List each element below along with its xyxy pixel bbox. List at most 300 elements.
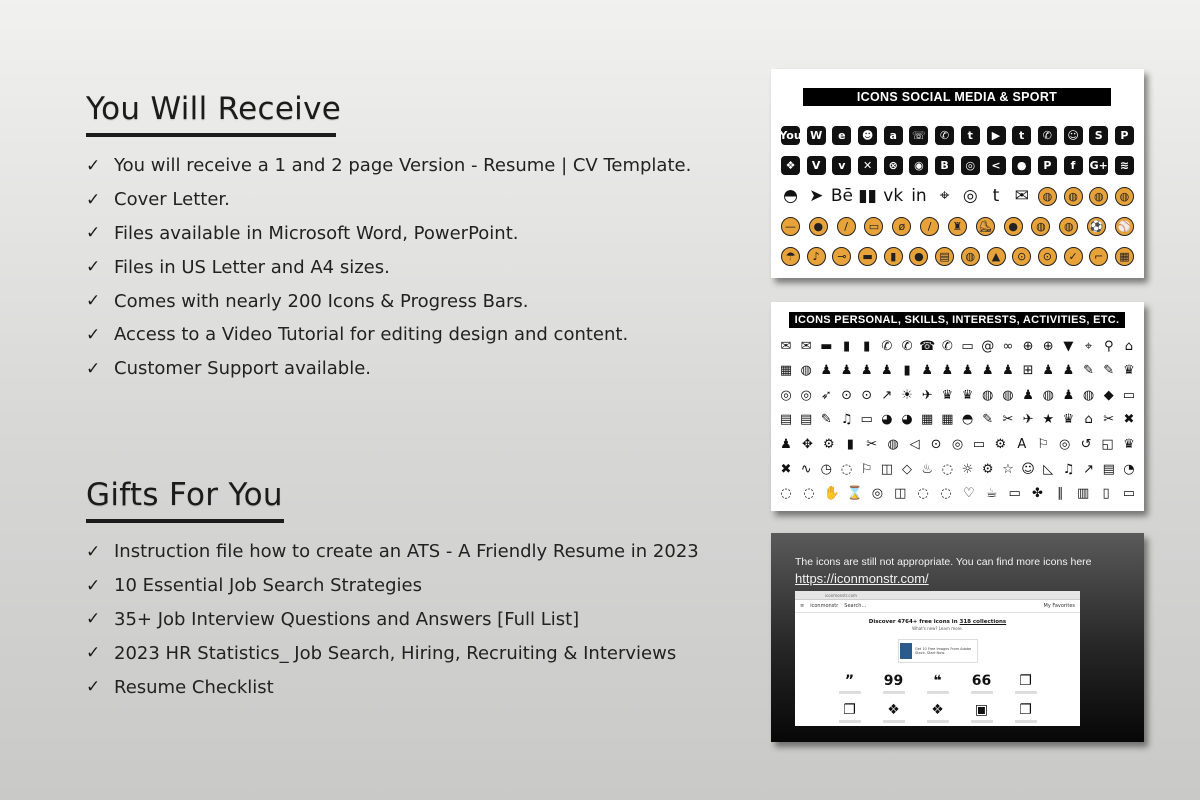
- skill-icon: ✂: [866, 437, 878, 453]
- skill-icon: ◍: [1082, 387, 1095, 403]
- skill-icon: ◕: [901, 412, 913, 428]
- social-sport-icon: ⌐: [1089, 247, 1108, 266]
- receive-item: [86, 183, 691, 217]
- social-sport-icon: B: [935, 156, 954, 175]
- skill-icon: ♛: [1123, 437, 1135, 453]
- skill-icon: ⌂: [1084, 412, 1093, 428]
- site-icon-glyph: ❐: [1019, 702, 1032, 718]
- skill-icon: ⚲: [1103, 338, 1114, 354]
- skill-icon: ▤: [1102, 461, 1115, 477]
- skill-icon: ♟: [1002, 363, 1014, 379]
- social-sport-icon: a: [884, 126, 903, 145]
- site-icon-glyph: ❝: [933, 673, 942, 689]
- receive-list: [86, 149, 691, 386]
- social-sport-icon: ◍: [1115, 187, 1134, 206]
- social-sport-icon: ⊙: [1012, 247, 1031, 266]
- skill-icon: ⊙: [861, 387, 873, 403]
- skill-icon: ♟: [780, 437, 792, 453]
- skills-icons-card: [771, 302, 1144, 511]
- skills-card-title: ICONS PERSONAL, SKILLS, INTERESTS, ACTIVITIES, ETC.: [789, 312, 1125, 328]
- social-sport-icon: ➤: [809, 185, 824, 206]
- skills-icon-row: [779, 413, 1136, 427]
- receive-item-text: You will receive a 1 and 2 page Version - Resume | CV Template.: [114, 155, 692, 177]
- social-sport-icon: ▮▮: [858, 185, 877, 206]
- skill-icon: ◱: [1101, 437, 1114, 453]
- skill-icon: ◌: [941, 461, 954, 477]
- skill-icon: ◍: [887, 437, 899, 453]
- iconmonstr-card: [771, 533, 1144, 742]
- site-icon-caption: [1015, 720, 1037, 723]
- skill-icon: ▦: [941, 412, 954, 428]
- social-sport-icon: S: [1089, 126, 1108, 145]
- skill-icon: ♟: [1062, 387, 1075, 403]
- site-icon-caption: [927, 691, 949, 694]
- social-sport-icon: ▬: [858, 247, 877, 266]
- social-sport-icon: ▮: [884, 247, 903, 266]
- social-icon-row: [781, 126, 1134, 145]
- social-sport-icon: ▭: [864, 217, 883, 236]
- iconmonstr-note: The icons are still not appropriate. You can find more icons here: [795, 556, 1092, 568]
- checkmark-icon: ✓: [86, 223, 101, 244]
- gift-item-text: 35+ Job Interview Questions and Answers [Full List]: [114, 608, 580, 630]
- gifts-list: [86, 535, 699, 704]
- receive-title: You Will Receive: [86, 91, 342, 127]
- skill-icon: ◌: [840, 461, 853, 477]
- site-icon-glyph: ❐: [1019, 673, 1032, 689]
- social-icon-row: [781, 187, 1134, 206]
- social-card-title: ICONS SOCIAL MEDIA & SPORT: [803, 88, 1111, 106]
- receive-item-text: Files available in Microsoft Word, PowerPoint.: [114, 222, 519, 244]
- site-icon-glyph: ❐: [843, 702, 856, 718]
- skill-icon: ☕: [985, 486, 998, 502]
- browser-site-nav: [795, 600, 1080, 613]
- site-icon-caption: [839, 691, 861, 694]
- checkmark-icon: ✓: [86, 189, 101, 210]
- social-sport-icon: ♜: [948, 217, 967, 236]
- skill-icon: ▼: [1063, 338, 1074, 354]
- site-headline: [795, 619, 1080, 625]
- social-sport-icons-card: [771, 69, 1144, 278]
- receive-item-text: Comes with nearly 200 Icons & Progress Bars.: [114, 290, 529, 312]
- social-sport-icon: ●: [1012, 156, 1031, 175]
- social-sport-icon: ◍: [1031, 217, 1050, 236]
- site-icon-caption: [883, 720, 905, 723]
- site-icon-tile: [960, 702, 1004, 723]
- social-sport-icon: t: [961, 126, 980, 145]
- checkmark-icon: ✓: [86, 677, 101, 698]
- site-icon-caption: [883, 691, 905, 694]
- social-sport-icon: ▤: [935, 247, 954, 266]
- social-sport-icon: ●: [809, 217, 828, 236]
- receive-item: [86, 250, 691, 284]
- site-icon-caption: [971, 691, 993, 694]
- social-sport-icon: ☻: [858, 126, 877, 145]
- skill-icon: ☎: [919, 338, 936, 354]
- skill-icon: ✎: [1083, 363, 1095, 379]
- skill-icon: ▥: [1077, 486, 1090, 502]
- social-sport-icon: /: [920, 217, 939, 236]
- skill-icon: ◍: [800, 363, 812, 379]
- skill-icon: ▯: [1102, 486, 1110, 502]
- skill-icon: ◫: [880, 461, 893, 477]
- receive-item-text: Files in US Letter and A4 sizes.: [114, 256, 390, 278]
- social-sport-icon: G+: [1089, 156, 1108, 175]
- skill-icon: ✆: [941, 338, 953, 354]
- social-icon-row: [781, 156, 1134, 175]
- site-icon-glyph: 99: [883, 673, 904, 689]
- social-icon-grid: [781, 126, 1134, 266]
- site-subline: What's new? Learn more.: [912, 626, 963, 631]
- gifts-title: Gifts For You: [86, 477, 283, 513]
- skill-icon: ◁: [909, 437, 920, 453]
- skills-icon-row: [779, 388, 1136, 402]
- social-sport-icon: ☏: [909, 126, 928, 145]
- social-sport-icon: e: [832, 126, 851, 145]
- social-sport-icon: ⚾: [1115, 217, 1134, 236]
- receive-title-underline: [86, 133, 336, 137]
- browser-address-bar: [795, 591, 1080, 600]
- skill-icon: ◕: [881, 412, 893, 428]
- skill-icon: ⚙: [981, 461, 994, 477]
- site-icon-tile: [872, 673, 916, 694]
- skill-icon: ◍: [1002, 387, 1014, 403]
- social-sport-icon: P: [1038, 156, 1057, 175]
- skill-icon: ✂: [1002, 412, 1014, 428]
- skill-icon: ⊕: [1042, 338, 1054, 354]
- skill-icon: ♨: [921, 461, 934, 477]
- skill-icon: ☺: [1021, 461, 1035, 477]
- skill-icon: ▭: [1122, 486, 1136, 502]
- skill-icon: ⚐: [860, 461, 873, 477]
- receive-item-text: Cover Letter.: [114, 189, 230, 211]
- skill-icon: ✆: [901, 338, 913, 354]
- gift-item: [86, 603, 699, 637]
- site-ad: [898, 639, 978, 663]
- skill-icon: ✖: [780, 461, 792, 477]
- social-sport-icon: ●: [1004, 217, 1023, 236]
- receive-item: [86, 284, 691, 318]
- skill-icon: ♛: [1123, 363, 1135, 379]
- social-sport-icon: ◍: [1059, 217, 1078, 236]
- social-sport-icon: ⛸: [976, 217, 995, 236]
- social-sport-icon: ◍: [1038, 187, 1057, 206]
- skill-icon: ✎: [1103, 363, 1115, 379]
- skills-icon-row: [779, 438, 1136, 452]
- skill-icon: ♫: [1062, 461, 1075, 477]
- site-icon-tile: [916, 673, 960, 694]
- skill-icon: ▤: [800, 412, 813, 428]
- skill-icon: ∥: [1057, 486, 1064, 502]
- skills-icon-row: [779, 462, 1136, 476]
- gifts-title-underline: [86, 519, 284, 523]
- social-sport-icon: ▶: [987, 126, 1006, 145]
- site-icon-glyph: ”: [844, 673, 855, 689]
- checkmark-icon: ✓: [86, 358, 101, 379]
- social-sport-icon: ●: [909, 247, 928, 266]
- skill-icon: ♛: [961, 387, 974, 403]
- skill-icon: ◔: [1123, 461, 1135, 477]
- site-icon-grid: [828, 673, 1048, 723]
- skill-icon: ☀: [901, 387, 913, 403]
- skill-icon: ⚐: [1037, 437, 1050, 453]
- gift-item: [86, 569, 699, 603]
- skill-icon: ★: [1042, 412, 1055, 428]
- social-sport-icon: ø: [892, 217, 911, 236]
- gift-item-text: 2023 HR Statistics_ Job Search, Hiring, Recruiting & Interviews: [114, 642, 677, 664]
- skill-icon: ✂: [1103, 412, 1115, 428]
- skill-icon: ◫: [894, 486, 907, 502]
- skill-icon: @: [981, 338, 995, 354]
- social-sport-icon: Bē: [830, 185, 853, 206]
- receive-item: [86, 318, 691, 352]
- ad-thumbnail: [900, 643, 912, 659]
- social-sport-icon: ✕: [858, 156, 877, 175]
- site-icon-glyph: ▣: [974, 702, 989, 718]
- social-sport-icon: ≋: [1115, 156, 1134, 175]
- skill-icon: ▭: [1008, 486, 1021, 502]
- gift-item-text: Instruction file how to create an ATS - A Friendly Resume in 2023: [114, 541, 699, 563]
- skill-icon: ▭: [972, 437, 986, 453]
- site-icon-caption: [971, 720, 993, 723]
- gift-item: [86, 670, 699, 704]
- skill-icon: ✥: [801, 437, 813, 453]
- social-sport-icon: ✓: [1064, 247, 1083, 266]
- skill-icon: ◌: [940, 486, 952, 502]
- ad-text: Get 10 Free Images From Adobe Stock. Start Now.: [914, 647, 972, 655]
- social-sport-icon: t: [1012, 126, 1031, 145]
- site-icon-glyph: ❖: [887, 702, 900, 718]
- social-sport-icon: ◍: [1064, 187, 1083, 206]
- skill-icon: ⊙: [930, 437, 942, 453]
- skill-icon: ✈: [1022, 412, 1034, 428]
- skill-icon: ✆: [881, 338, 893, 354]
- skill-icon: A: [1017, 437, 1027, 453]
- skill-icon: ♟: [1022, 387, 1034, 403]
- receive-item-text: Access to a Video Tutorial for editing design and content.: [114, 324, 629, 346]
- social-sport-icon: ⊸: [832, 247, 851, 266]
- skill-icon: ▭: [860, 412, 873, 428]
- site-icon-tile: [960, 673, 1004, 694]
- checkmark-icon: ✓: [86, 257, 101, 278]
- site-icon-tile: [828, 673, 872, 694]
- skill-icon: ♟: [881, 363, 893, 379]
- browser-screenshot: [795, 591, 1080, 726]
- receive-item: [86, 217, 691, 251]
- skill-icon: ♫: [840, 412, 853, 428]
- social-sport-icon: f: [1064, 156, 1083, 175]
- social-sport-icon: ◓: [783, 185, 798, 206]
- skill-icon: ◌: [917, 486, 929, 502]
- skill-icon: ✉: [800, 338, 812, 354]
- site-icon-tile: [872, 702, 916, 723]
- site-icon-tile: [828, 702, 872, 723]
- social-sport-icon: ◉: [909, 156, 928, 175]
- skill-icon: ◎: [1059, 437, 1071, 453]
- receive-section: [86, 91, 691, 386]
- site-favorites: My Favorites: [1043, 603, 1075, 609]
- skill-icon: ⊕: [1022, 338, 1034, 354]
- skill-icon: ⌂: [1124, 338, 1134, 354]
- skill-icon: ♟: [860, 363, 873, 379]
- skill-icon: ♟: [921, 363, 934, 379]
- iconmonstr-link[interactable]: https://iconmonstr.com/: [795, 571, 929, 586]
- checkmark-icon: ✓: [86, 609, 101, 630]
- gifts-section: [86, 477, 699, 704]
- skill-icon: ▮: [846, 437, 854, 453]
- social-sport-icon: ⊗: [884, 156, 903, 175]
- skill-icon: ◎: [951, 437, 964, 453]
- social-sport-icon: You: [781, 126, 800, 145]
- social-sport-icon: ✉: [1014, 185, 1029, 206]
- skill-icon: ♟: [941, 363, 954, 379]
- skills-icon-grid: [779, 339, 1136, 501]
- social-icon-row: [781, 217, 1134, 236]
- skills-icon-row: [779, 487, 1136, 501]
- skill-icon: ◎: [780, 387, 792, 403]
- site-headline-link: 318 collections: [959, 619, 1007, 625]
- site-icon-caption: [1015, 691, 1037, 694]
- social-sport-icon: ♪: [807, 247, 826, 266]
- social-sport-icon: t: [992, 185, 1000, 206]
- social-sport-icon: ⚽: [1087, 217, 1106, 236]
- skill-icon: ⚙: [994, 437, 1007, 453]
- menu-icon: ≡: [800, 603, 805, 609]
- skill-icon: ♡: [963, 486, 975, 502]
- skill-icon: ◎: [800, 387, 812, 403]
- skill-icon: ♟: [840, 363, 853, 379]
- checkmark-icon: ✓: [86, 155, 101, 176]
- site-headline-text: Discover 4764+ free icons in: [868, 619, 960, 625]
- skill-icon: ♟: [820, 363, 833, 379]
- skill-icon: ▤: [779, 412, 793, 428]
- social-sport-icon: /: [837, 217, 856, 236]
- skill-icon: ☼: [961, 461, 974, 477]
- skill-icon: ✉: [780, 338, 792, 354]
- receive-item: [86, 149, 691, 183]
- social-sport-icon: ☺: [1064, 126, 1083, 145]
- skills-icon-row: [779, 364, 1136, 378]
- social-sport-icon: —: [781, 217, 800, 236]
- site-icon-tile: [1004, 702, 1048, 723]
- skill-icon: ⌖: [1084, 338, 1093, 354]
- social-sport-icon: ✆: [935, 126, 954, 145]
- skill-icon: ◷: [820, 461, 833, 477]
- social-icon-row: [781, 247, 1134, 266]
- skill-icon: ▭: [961, 338, 974, 354]
- social-sport-icon: P: [1115, 126, 1134, 145]
- site-icon-tile: [916, 702, 960, 723]
- skill-icon: ♛: [941, 387, 954, 403]
- skill-icon: ➶: [820, 387, 832, 403]
- skill-icon: ◇: [902, 461, 913, 477]
- skill-icon: ♟: [1062, 363, 1075, 379]
- social-sport-icon: ◍: [961, 247, 980, 266]
- social-sport-icon: ◍: [1089, 187, 1108, 206]
- skill-icon: ↺: [1080, 437, 1092, 453]
- skill-icon: ▭: [1122, 387, 1136, 403]
- skill-icon: ⚙: [823, 437, 835, 453]
- browser-url: iconmonstr.com: [825, 592, 857, 598]
- skill-icon: ♟: [981, 363, 994, 379]
- skill-icon: ◎: [871, 486, 884, 502]
- skills-icon-row: [779, 339, 1136, 353]
- skill-icon: ▮: [863, 338, 871, 354]
- site-icon-tile: [1004, 673, 1048, 694]
- skill-icon: ▬: [820, 338, 833, 354]
- skill-icon: ✤: [1032, 486, 1043, 502]
- social-sport-icon: W: [807, 126, 826, 145]
- gift-item: [86, 535, 699, 569]
- social-sport-icon: in: [911, 185, 927, 206]
- skill-icon: ✎: [820, 412, 832, 428]
- skill-icon: ∿: [800, 461, 812, 477]
- receive-item: [86, 352, 691, 386]
- skill-icon: ◆: [1103, 387, 1114, 403]
- skill-icon: ♟: [1042, 363, 1055, 379]
- gift-item: [86, 636, 699, 670]
- checkmark-icon: ✓: [86, 643, 101, 664]
- gift-item-text: Resume Checklist: [114, 676, 274, 698]
- gift-item-text: 10 Essential Job Search Strategies: [114, 575, 423, 597]
- skill-icon: ↗: [881, 387, 893, 403]
- checkmark-icon: ✓: [86, 575, 101, 596]
- skill-icon: ▮: [903, 363, 911, 379]
- skill-icon: ♟: [961, 363, 974, 379]
- checkmark-icon: ✓: [86, 324, 101, 345]
- skill-icon: ▮: [842, 338, 851, 354]
- social-sport-icon: <: [987, 156, 1006, 175]
- checkmark-icon: ✓: [86, 541, 101, 562]
- social-sport-icon: ▲: [987, 247, 1006, 266]
- social-sport-icon: vk: [883, 185, 904, 206]
- skill-icon: ◍: [982, 387, 994, 403]
- social-sport-icon: ▦: [1115, 247, 1134, 266]
- skill-icon: ∞: [1002, 338, 1014, 354]
- social-sport-icon: ⌖: [939, 185, 950, 206]
- social-sport-icon: v: [832, 156, 851, 175]
- skill-icon: ✋: [823, 486, 840, 502]
- social-sport-icon: ◎: [962, 185, 978, 206]
- social-sport-icon: ❖: [781, 156, 800, 175]
- social-sport-icon: ⊙: [1038, 247, 1057, 266]
- skill-icon: ▦: [921, 412, 934, 428]
- social-sport-icon: V: [807, 156, 826, 175]
- site-icon-glyph: ❖: [931, 702, 944, 718]
- receive-item-text: Customer Support available.: [114, 358, 372, 380]
- skill-icon: ◌: [780, 486, 792, 502]
- skill-icon: ♛: [1062, 412, 1075, 428]
- skill-icon: ◓: [961, 412, 974, 428]
- social-sport-icon: ◎: [961, 156, 980, 175]
- site-icon-caption: [839, 720, 861, 723]
- site-icon-glyph: 66: [971, 673, 992, 689]
- skill-icon: ↗: [1083, 461, 1095, 477]
- site-brand: iconmonstr: [810, 603, 839, 609]
- social-sport-icon: ☂: [781, 247, 800, 266]
- skill-icon: ◺: [1043, 461, 1054, 477]
- site-search: Search...: [844, 603, 867, 609]
- skill-icon: ▦: [779, 363, 793, 379]
- skill-icon: ⌛: [846, 486, 863, 502]
- social-sport-icon: ✆: [1038, 126, 1057, 145]
- skill-icon: ◍: [1042, 387, 1054, 403]
- skill-icon: ⊙: [841, 387, 852, 403]
- skill-icon: ✖: [1123, 412, 1135, 428]
- skill-icon: ✈: [921, 387, 933, 403]
- site-icon-caption: [927, 720, 949, 723]
- skill-icon: ☆: [1002, 461, 1014, 477]
- checkmark-icon: ✓: [86, 291, 101, 312]
